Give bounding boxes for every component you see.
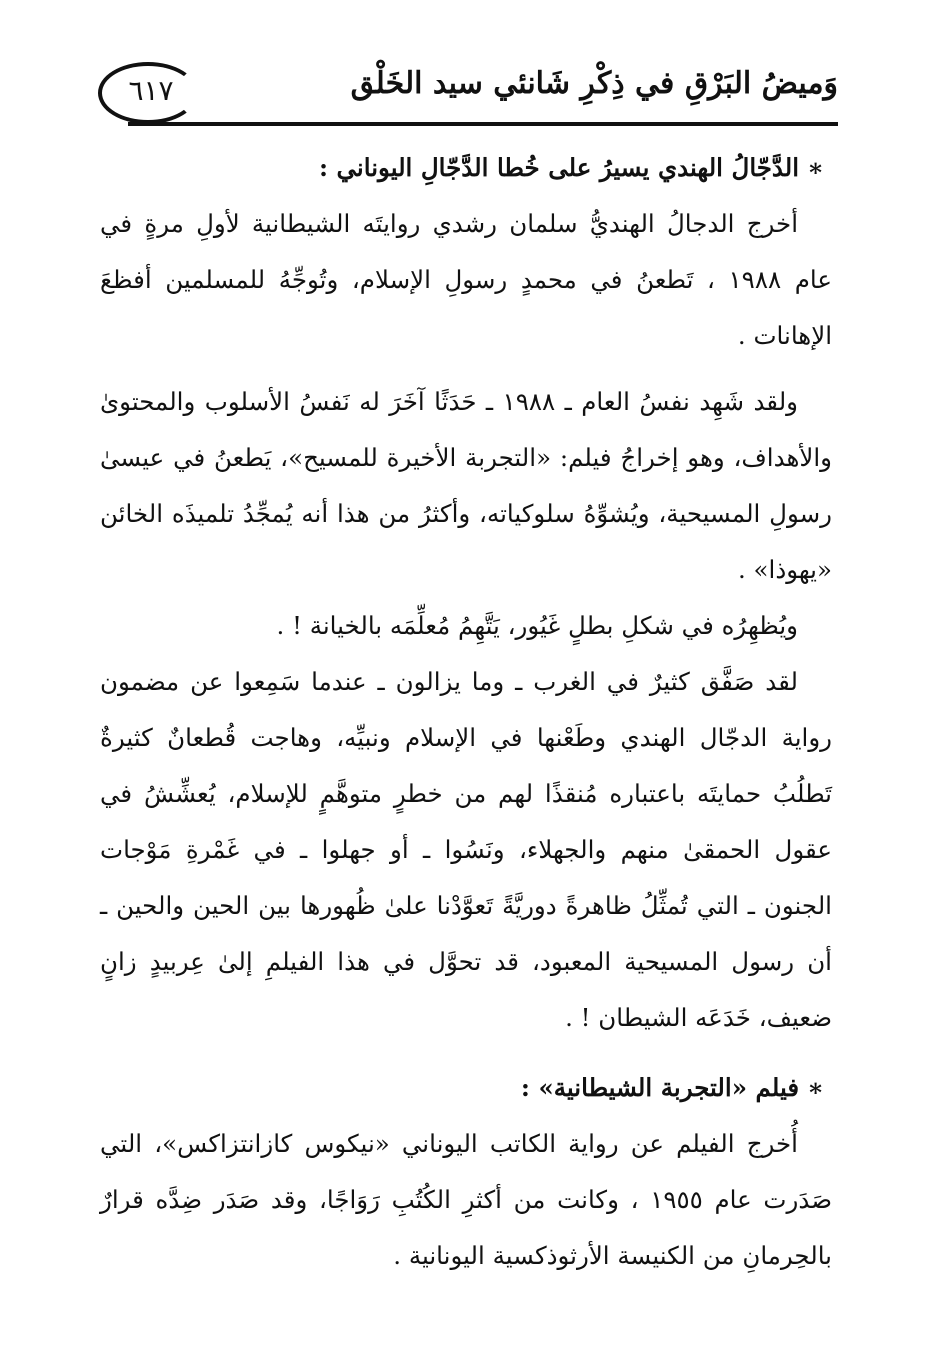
header-title: وَميضُ البَرْقِ في ذِكْرِ شَانئي سيد الخَلْق bbox=[350, 66, 838, 101]
paragraph: ولقد شَهِد نفسُ العام ـ ١٩٨٨ ـ حَدَثًا آخَرَ له نَفسُ الأسلوب والمحتوىٰ والأهداف، وهو إخراجُ فيلم: «التجربة الأخيرة للمسيح»، يَطعنُ في عيسىٰ رسولِ المسيحية، ويُشوِّهُ سلوكياته، وأكثرُ من هذا أنه يُمجِّدُ تلميذَه الخائن «يهوذا» . bbox=[100, 387, 832, 584]
section-heading-text: الدَّجّالُ الهندي يسيرُ على خُطا الدَّجّالِ اليوناني : bbox=[318, 153, 800, 182]
section-heading bbox=[100, 140, 832, 196]
page-number: ٦١٧ bbox=[128, 74, 174, 107]
page-body bbox=[100, 140, 832, 1284]
asterisk-icon: ∗ bbox=[807, 1073, 824, 1102]
header-rule bbox=[128, 122, 838, 126]
section-heading-text: فيلم «التجربة الشيطانية» : bbox=[520, 1073, 800, 1102]
paragraph: ويُظهِرُه في شكلِ بطلٍ غَيُور، يَتَّهِمُ مُعلِّمَه بالخيانة ! . bbox=[276, 611, 798, 640]
paragraph: لقد صَفَّق كثيرٌ في الغرب ـ وما يزالون ـ عندما سَمِعوا عن مضمون رواية الدجّال الهندي وطَعْنها في الإسلام ونبيِّه، وهاجت قُطعانٌ كثيرةٌ تَطلُبُ حمايتَه باعتباره مُنقذًا لهم من خطرٍ متوهَّمٍ للإسلام، يُعشِّشُ في عقول الحمقىٰ منهم والجهلاء، ونَسُوا ـ أو جهلوا ـ في غَمْرةِ مَوْجات الجنون ـ التي تُمثِّلُ ظاهرةً دوريَّةً تَعوَّدْنا علىٰ ظُهورها بين الحين والحين ـ أن رسول المسيحية المعبود، قد تحوَّل في هذا الفيلمِ إلىٰ عِربيدٍ زانٍ ضعيف، خَدَعَه الشيطان ! . bbox=[100, 667, 832, 1032]
running-header bbox=[98, 62, 838, 130]
asterisk-icon: ∗ bbox=[807, 153, 824, 182]
paragraph: أخرج الدجالُ الهنديُّ سلمان رشدي روايتَه الشيطانية لأولِ مرةٍ في عام ١٩٨٨ ، تَطعنُ في محمدٍ رسولِ الإسلام، وتُوجِّهُ للمسلمين أفظعَ الإهانات . bbox=[100, 209, 832, 350]
paragraph: أُخرج الفيلم عن رواية الكاتب اليوناني «نيكوس كازانتزاكس»، التي صَدَرت عام ١٩٥٥ ، وكانت من أكثرِ الكُتُبِ رَوَاجًا، وقد صَدَر ضِدَّه قرارٌ بالحِرمانِ من الكنيسة الأرثوذكسية اليونانية . bbox=[100, 1129, 832, 1270]
section-heading bbox=[100, 1060, 832, 1116]
